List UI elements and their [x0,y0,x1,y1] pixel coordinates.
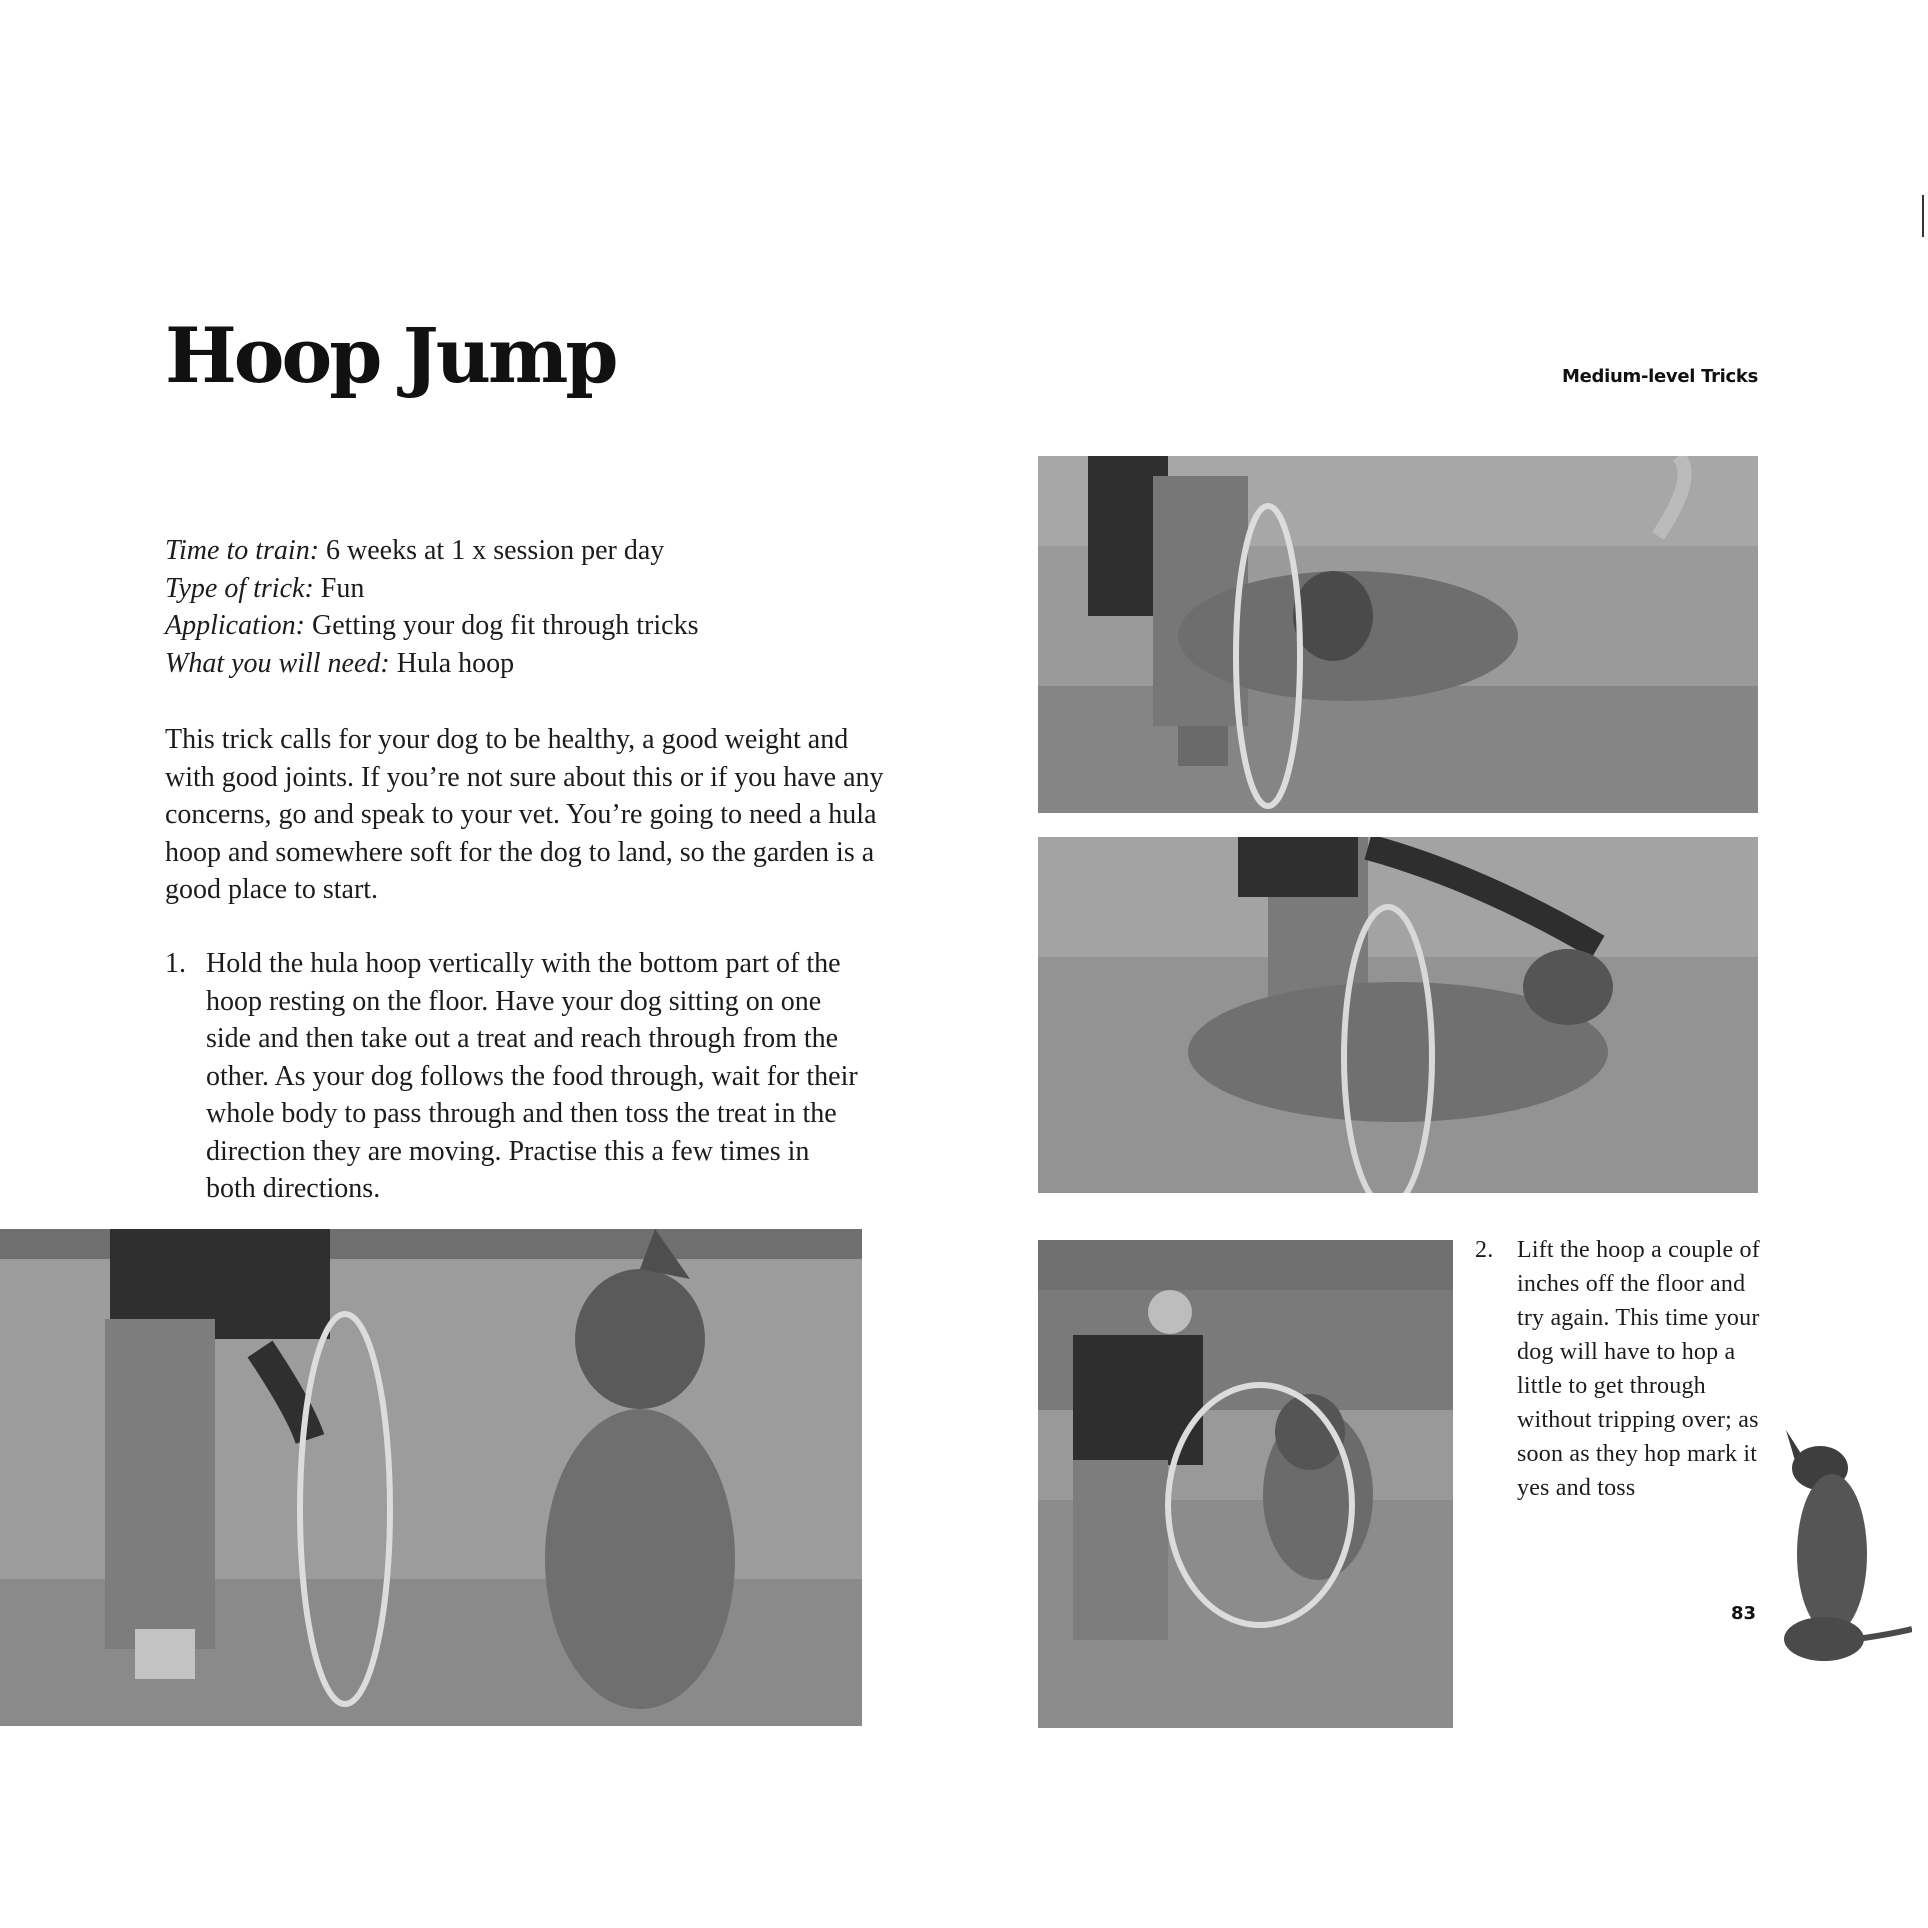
page-title: Hoop Jump [165,311,616,400]
application-label: Application: [165,610,305,641]
time-to-train-line [165,532,699,570]
section-header: Medium-level Tricks [1562,366,1758,387]
page-number: 83 [1731,1603,1757,1624]
page-edge-mark [1922,195,1924,237]
photo-dog-through-hoop-1 [1038,456,1758,813]
step-1-text: Hold the hula hoop vertically with the bottom part of the hoop resting on the floor. Have your dog sitting on one side and then take out a treat and reach through from the other. As your dog follows the food through, wait for their whole body to pass through and then toss the treat in the direction they are moving. Practise this a few times in both directions. [206,948,858,1204]
step-1-number: 1. [165,948,186,979]
photo-dog-hopping-through-raised-hoop [1038,1240,1453,1728]
time-label: Time to train: [165,535,320,566]
step-2-text: Lift the hoop a couple of inches off the floor and try again. This time your dog will have to hop a little to get through without tripping over; as soon as they hop mark it yes and toss [1517,1237,1760,1501]
time-value: 6 weeks at 1 x session per day [319,535,665,566]
need-value: Hula hoop [389,647,515,679]
what-you-need-line [165,645,699,683]
photo-dog-through-hoop-2 [1038,837,1758,1193]
application-value: Getting your dog fit through tricks [304,610,699,641]
need-label: What you will need: [165,647,390,679]
step-2-number: 2. [1475,1237,1494,1263]
cutout-dog-sitting-up [1772,1424,1912,1669]
step-2 [1475,1233,1765,1505]
photo-dog-sitting-by-hoop [0,1229,862,1726]
intro-paragraph: This trick calls for your dog to be healthy, a good weight and with good joints. If you’re not sure about this or if you have any concerns, go and speak to your vet. You’re going to need a hula hoop and somewhere soft for the dog to land, so the garden is a good place to start. [165,724,884,905]
type-of-trick-line [165,570,699,608]
application-line [165,607,699,645]
trick-info [165,532,699,682]
type-value: Fun [313,572,365,604]
type-label: Type of trick: [165,572,314,604]
step-1 [165,945,865,1208]
